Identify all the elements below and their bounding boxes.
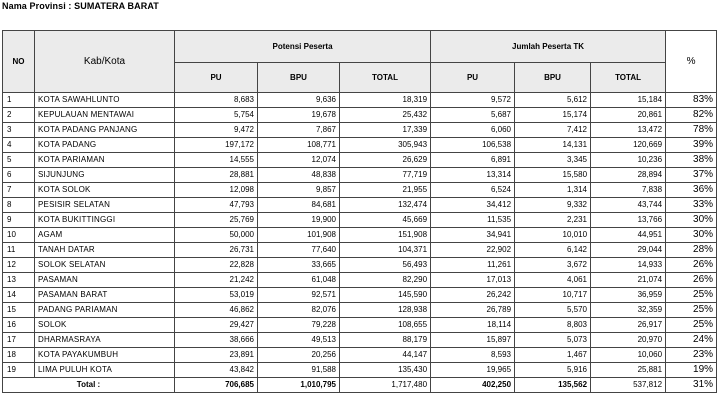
table-row <box>3 243 717 258</box>
row-jumlah-bpu: 1,314 <box>515 183 591 198</box>
total-potensi-bpu: 1,010,795 <box>258 378 340 393</box>
header-potensi-pu: PU <box>175 63 258 93</box>
row-percent: 78% <box>666 123 717 138</box>
row-potensi-pu: 38,666 <box>175 333 258 348</box>
header-jumlah-bpu: BPU <box>515 63 591 93</box>
row-potensi-total: 132,474 <box>340 198 431 213</box>
row-kab-kota: KOTA BUKITTINGGI <box>35 213 175 228</box>
total-potensi-total: 1,717,480 <box>340 378 431 393</box>
row-jumlah-bpu: 3,345 <box>515 153 591 168</box>
row-jumlah-total: 20,970 <box>591 333 666 348</box>
table-row <box>3 348 717 363</box>
row-no: 4 <box>3 138 35 153</box>
row-potensi-total: 104,371 <box>340 243 431 258</box>
row-potensi-pu: 29,427 <box>175 318 258 333</box>
row-potensi-total: 77,719 <box>340 168 431 183</box>
row-jumlah-bpu: 10,010 <box>515 228 591 243</box>
row-potensi-total: 108,655 <box>340 318 431 333</box>
row-jumlah-pu: 6,060 <box>431 123 515 138</box>
header-potensi-peserta: Potensi Peserta <box>175 31 431 63</box>
row-no: 18 <box>3 348 35 363</box>
row-potensi-total: 26,629 <box>340 153 431 168</box>
row-jumlah-total: 7,838 <box>591 183 666 198</box>
row-potensi-bpu: 20,256 <box>258 348 340 363</box>
row-potensi-total: 25,432 <box>340 108 431 123</box>
row-potensi-bpu: 19,900 <box>258 213 340 228</box>
row-potensi-pu: 5,754 <box>175 108 258 123</box>
row-jumlah-bpu: 9,332 <box>515 198 591 213</box>
row-potensi-bpu: 9,857 <box>258 183 340 198</box>
table-row <box>3 258 717 273</box>
total-jumlah-total: 537,812 <box>591 378 666 393</box>
row-potensi-pu: 21,242 <box>175 273 258 288</box>
row-potensi-bpu: 61,048 <box>258 273 340 288</box>
row-potensi-pu: 8,683 <box>175 93 258 108</box>
row-kab-kota: KOTA PAYAKUMBUH <box>35 348 175 363</box>
row-potensi-total: 17,339 <box>340 123 431 138</box>
row-percent: 30% <box>666 213 717 228</box>
row-potensi-pu: 53,019 <box>175 288 258 303</box>
row-jumlah-bpu: 3,672 <box>515 258 591 273</box>
row-kab-kota: AGAM <box>35 228 175 243</box>
row-potensi-bpu: 82,076 <box>258 303 340 318</box>
row-kab-kota: SOLOK SELATAN <box>35 258 175 273</box>
row-kab-kota: SOLOK <box>35 318 175 333</box>
row-kab-kota: KOTA SOLOK <box>35 183 175 198</box>
row-jumlah-bpu: 5,073 <box>515 333 591 348</box>
row-kab-kota: KOTA SAWAHLUNTO <box>35 93 175 108</box>
row-percent: 26% <box>666 273 717 288</box>
row-jumlah-total: 20,861 <box>591 108 666 123</box>
header-jumlah-pu: PU <box>431 63 515 93</box>
table-row <box>3 303 717 318</box>
row-kab-kota: PADANG PARIAMAN <box>35 303 175 318</box>
row-potensi-bpu: 12,074 <box>258 153 340 168</box>
row-jumlah-total: 13,766 <box>591 213 666 228</box>
row-percent: 26% <box>666 258 717 273</box>
row-potensi-bpu: 7,867 <box>258 123 340 138</box>
table-row <box>3 228 717 243</box>
row-potensi-total: 305,943 <box>340 138 431 153</box>
row-jumlah-total: 25,881 <box>591 363 666 378</box>
row-jumlah-bpu: 5,916 <box>515 363 591 378</box>
row-no: 5 <box>3 153 35 168</box>
header-jumlah-peserta-tk: Jumlah Peserta TK <box>431 31 666 63</box>
row-potensi-total: 151,908 <box>340 228 431 243</box>
row-percent: 25% <box>666 318 717 333</box>
row-jumlah-total: 10,236 <box>591 153 666 168</box>
row-no: 6 <box>3 168 35 183</box>
row-jumlah-pu: 8,593 <box>431 348 515 363</box>
row-jumlah-total: 36,959 <box>591 288 666 303</box>
row-jumlah-pu: 13,314 <box>431 168 515 183</box>
row-jumlah-total: 43,744 <box>591 198 666 213</box>
header-potensi-total: TOTAL <box>340 63 431 93</box>
header-potensi-bpu: BPU <box>258 63 340 93</box>
row-jumlah-pu: 5,687 <box>431 108 515 123</box>
row-potensi-pu: 23,891 <box>175 348 258 363</box>
row-percent: 28% <box>666 243 717 258</box>
row-jumlah-pu: 15,897 <box>431 333 515 348</box>
row-potensi-bpu: 91,588 <box>258 363 340 378</box>
row-potensi-bpu: 101,908 <box>258 228 340 243</box>
row-no: 8 <box>3 198 35 213</box>
row-no: 17 <box>3 333 35 348</box>
row-jumlah-bpu: 8,803 <box>515 318 591 333</box>
row-jumlah-pu: 18,114 <box>431 318 515 333</box>
table-row <box>3 123 717 138</box>
row-potensi-bpu: 79,228 <box>258 318 340 333</box>
row-percent: 36% <box>666 183 717 198</box>
table-row <box>3 138 717 153</box>
row-potensi-pu: 50,000 <box>175 228 258 243</box>
table-row <box>3 168 717 183</box>
row-no: 10 <box>3 228 35 243</box>
row-potensi-pu: 25,769 <box>175 213 258 228</box>
row-jumlah-total: 29,044 <box>591 243 666 258</box>
row-jumlah-total: 44,951 <box>591 228 666 243</box>
row-percent: 39% <box>666 138 717 153</box>
row-no: 19 <box>3 363 35 378</box>
row-jumlah-pu: 11,261 <box>431 258 515 273</box>
row-percent: 19% <box>666 363 717 378</box>
row-jumlah-pu: 17,013 <box>431 273 515 288</box>
row-kab-kota: LIMA PULUH KOTA <box>35 363 175 378</box>
total-row <box>3 378 717 393</box>
row-jumlah-bpu: 7,412 <box>515 123 591 138</box>
row-jumlah-pu: 9,572 <box>431 93 515 108</box>
total-percent: 31% <box>666 378 717 393</box>
row-potensi-total: 88,179 <box>340 333 431 348</box>
header-jumlah-total: TOTAL <box>591 63 666 93</box>
row-potensi-pu: 22,828 <box>175 258 258 273</box>
header-percent: % <box>666 31 717 93</box>
row-jumlah-total: 21,074 <box>591 273 666 288</box>
row-percent: 38% <box>666 153 717 168</box>
row-jumlah-pu: 6,891 <box>431 153 515 168</box>
row-jumlah-bpu: 5,570 <box>515 303 591 318</box>
row-no: 15 <box>3 303 35 318</box>
total-jumlah-bpu: 135,562 <box>515 378 591 393</box>
total-label: Total : <box>3 378 175 393</box>
row-potensi-pu: 47,793 <box>175 198 258 213</box>
row-percent: 30% <box>666 228 717 243</box>
row-potensi-total: 44,147 <box>340 348 431 363</box>
row-jumlah-total: 14,933 <box>591 258 666 273</box>
row-jumlah-pu: 22,902 <box>431 243 515 258</box>
row-potensi-bpu: 9,636 <box>258 93 340 108</box>
row-jumlah-total: 15,184 <box>591 93 666 108</box>
row-jumlah-pu: 19,965 <box>431 363 515 378</box>
row-potensi-bpu: 33,665 <box>258 258 340 273</box>
row-potensi-total: 128,938 <box>340 303 431 318</box>
row-jumlah-bpu: 10,717 <box>515 288 591 303</box>
row-jumlah-pu: 26,789 <box>431 303 515 318</box>
row-jumlah-bpu: 15,174 <box>515 108 591 123</box>
row-potensi-bpu: 19,678 <box>258 108 340 123</box>
table-row <box>3 213 717 228</box>
row-potensi-total: 18,319 <box>340 93 431 108</box>
row-jumlah-bpu: 2,231 <box>515 213 591 228</box>
row-jumlah-bpu: 4,061 <box>515 273 591 288</box>
table-row <box>3 363 717 378</box>
row-no: 11 <box>3 243 35 258</box>
table-row <box>3 183 717 198</box>
row-percent: 37% <box>666 168 717 183</box>
row-no: 9 <box>3 213 35 228</box>
row-kab-kota: SIJUNJUNG <box>35 168 175 183</box>
row-potensi-pu: 43,842 <box>175 363 258 378</box>
row-no: 16 <box>3 318 35 333</box>
row-jumlah-total: 10,060 <box>591 348 666 363</box>
row-potensi-pu: 28,881 <box>175 168 258 183</box>
row-percent: 83% <box>666 93 717 108</box>
row-no: 1 <box>3 93 35 108</box>
row-potensi-bpu: 49,513 <box>258 333 340 348</box>
row-jumlah-total: 26,917 <box>591 318 666 333</box>
row-kab-kota: PASAMAN <box>35 273 175 288</box>
row-no: 14 <box>3 288 35 303</box>
row-potensi-total: 145,590 <box>340 288 431 303</box>
row-potensi-bpu: 48,838 <box>258 168 340 183</box>
row-jumlah-bpu: 5,612 <box>515 93 591 108</box>
row-no: 2 <box>3 108 35 123</box>
row-percent: 23% <box>666 348 717 363</box>
row-potensi-pu: 46,862 <box>175 303 258 318</box>
table-row <box>3 288 717 303</box>
row-jumlah-pu: 11,535 <box>431 213 515 228</box>
row-kab-kota: PESISIR SELATAN <box>35 198 175 213</box>
row-percent: 33% <box>666 198 717 213</box>
row-kab-kota: PASAMAN BARAT <box>35 288 175 303</box>
row-jumlah-total: 28,894 <box>591 168 666 183</box>
province-title: Nama Provinsi : SUMATERA BARAT <box>2 1 159 11</box>
header-no: NO <box>3 31 35 93</box>
row-kab-kota: TANAH DATAR <box>35 243 175 258</box>
row-jumlah-pu: 26,242 <box>431 288 515 303</box>
table-row <box>3 333 717 348</box>
participants-table <box>2 30 717 393</box>
row-no: 12 <box>3 258 35 273</box>
table-body <box>3 93 717 378</box>
row-no: 3 <box>3 123 35 138</box>
row-potensi-total: 82,290 <box>340 273 431 288</box>
row-percent: 25% <box>666 288 717 303</box>
table-row <box>3 108 717 123</box>
row-kab-kota: KOTA PADANG PANJANG <box>35 123 175 138</box>
row-jumlah-bpu: 6,142 <box>515 243 591 258</box>
row-no: 13 <box>3 273 35 288</box>
row-potensi-pu: 14,555 <box>175 153 258 168</box>
row-potensi-pu: 12,098 <box>175 183 258 198</box>
row-kab-kota: KOTA PADANG <box>35 138 175 153</box>
row-potensi-total: 45,669 <box>340 213 431 228</box>
row-jumlah-total: 120,669 <box>591 138 666 153</box>
table-row <box>3 153 717 168</box>
total-jumlah-pu: 402,250 <box>431 378 515 393</box>
row-kab-kota: DHARMASRAYA <box>35 333 175 348</box>
table-row <box>3 198 717 213</box>
row-jumlah-bpu: 15,580 <box>515 168 591 183</box>
row-jumlah-total: 32,359 <box>591 303 666 318</box>
table-row <box>3 273 717 288</box>
row-jumlah-pu: 6,524 <box>431 183 515 198</box>
row-potensi-total: 135,430 <box>340 363 431 378</box>
row-potensi-pu: 26,731 <box>175 243 258 258</box>
table-row <box>3 318 717 333</box>
row-jumlah-total: 13,472 <box>591 123 666 138</box>
row-percent: 25% <box>666 303 717 318</box>
row-jumlah-bpu: 1,467 <box>515 348 591 363</box>
row-percent: 82% <box>666 108 717 123</box>
row-potensi-bpu: 77,640 <box>258 243 340 258</box>
table-row <box>3 93 717 108</box>
row-jumlah-pu: 34,941 <box>431 228 515 243</box>
row-potensi-pu: 9,472 <box>175 123 258 138</box>
row-no: 7 <box>3 183 35 198</box>
row-jumlah-pu: 106,538 <box>431 138 515 153</box>
row-kab-kota: KOTA PARIAMAN <box>35 153 175 168</box>
row-jumlah-pu: 34,412 <box>431 198 515 213</box>
row-potensi-bpu: 92,571 <box>258 288 340 303</box>
row-percent: 24% <box>666 333 717 348</box>
row-potensi-bpu: 84,681 <box>258 198 340 213</box>
total-potensi-pu: 706,685 <box>175 378 258 393</box>
row-kab-kota: KEPULAUAN MENTAWAI <box>35 108 175 123</box>
row-potensi-pu: 197,172 <box>175 138 258 153</box>
row-potensi-total: 21,955 <box>340 183 431 198</box>
row-potensi-total: 56,493 <box>340 258 431 273</box>
row-potensi-bpu: 108,771 <box>258 138 340 153</box>
row-jumlah-bpu: 14,131 <box>515 138 591 153</box>
header-kab-kota: Kab/Kota <box>35 31 175 93</box>
